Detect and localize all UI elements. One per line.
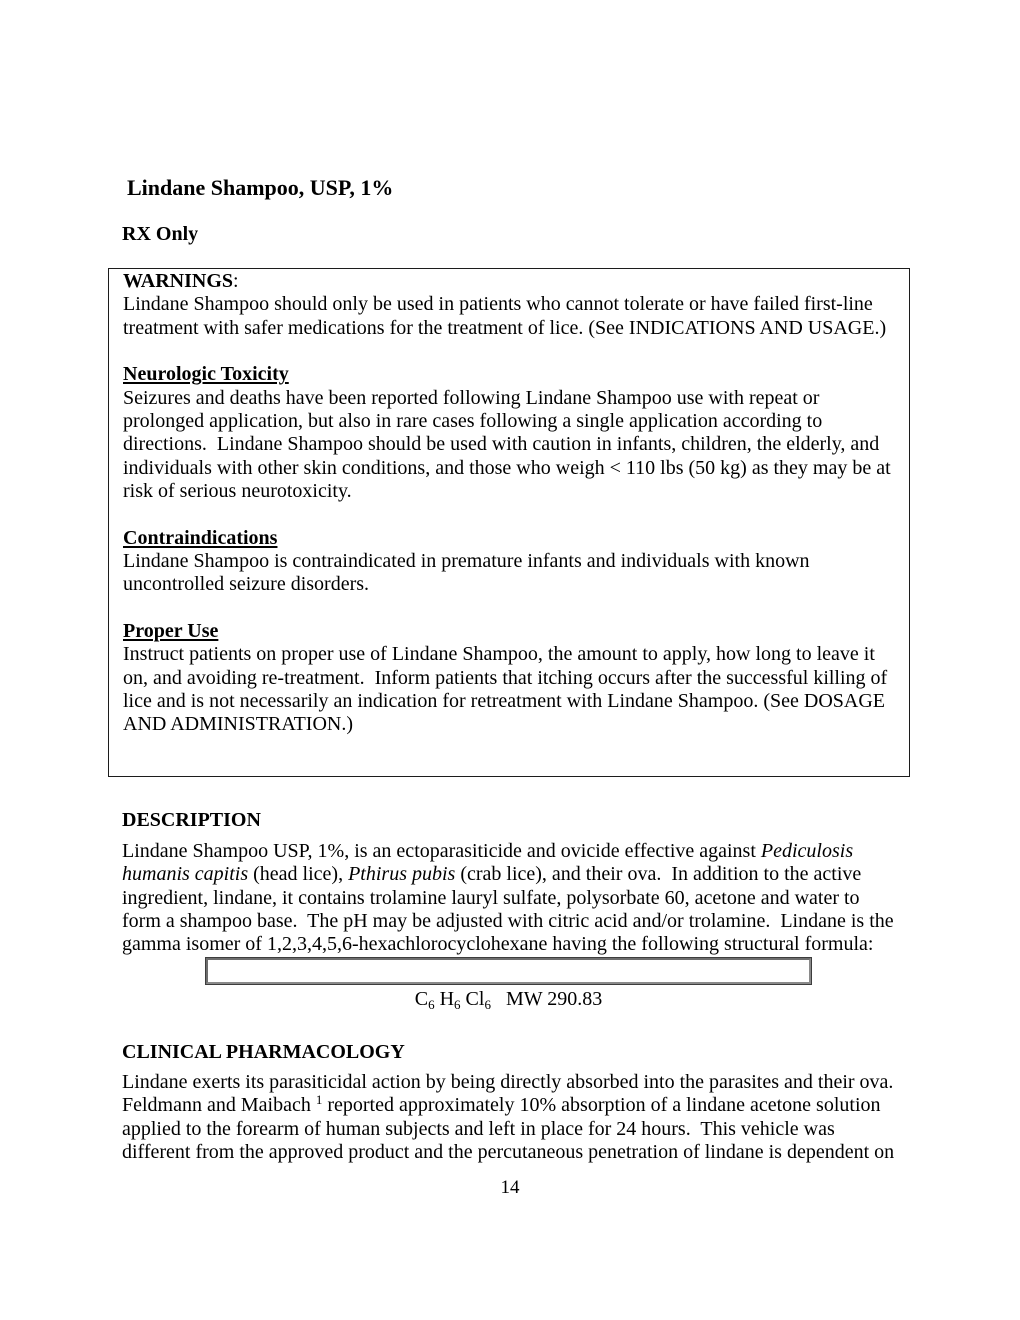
text-line: form a shampoo base. The pH may be adjusted with citric acid and/or trolamine. Lindane is the bbox=[122, 909, 894, 932]
page-number: 14 bbox=[500, 1177, 520, 1198]
text-line: Lindane Shampoo should only be used in patients who cannot tolerate or have failed first-line bbox=[123, 293, 873, 316]
contraindications-heading: Contraindications bbox=[123, 526, 278, 549]
text-line: Lindane Shampoo is contraindicated in premature infants and individuals with known bbox=[123, 549, 810, 572]
chemical-formula bbox=[206, 988, 811, 1011]
text-line: directions. Lindane Shampoo should be used with caution in infants, children, the elderly, and bbox=[123, 433, 880, 456]
text-line: Instruct patients on proper use of Lindane Shampoo, the amount to apply, how long to leave it bbox=[123, 643, 875, 666]
warnings-heading-colon: : bbox=[233, 270, 239, 292]
text-line: on, and avoiding re-treatment. Inform patients that itching occurs after the successful killing of bbox=[123, 666, 888, 689]
text-line: AND ADMINISTRATION.) bbox=[123, 713, 353, 736]
warnings-intro-paragraph bbox=[123, 293, 895, 340]
text-line: different from the approved product and the percutaneous penetration of lindane is dependent on bbox=[122, 1140, 895, 1163]
structural-formula-image-placeholder bbox=[206, 958, 811, 984]
text-line: treatment with safer medications for the treatment of lice. (See INDICATIONS AND USAGE.) bbox=[123, 316, 887, 339]
contraindications-paragraph bbox=[123, 550, 895, 597]
text-line: risk of serious neurotoxicity. bbox=[123, 479, 352, 502]
warnings-heading bbox=[123, 270, 895, 293]
text-line: Lindane Shampoo USP, 1%, is an ectoparasiticide and ovicide effective against Pediculosis bbox=[122, 840, 854, 862]
text-line: individuals with other skin conditions, and those who weigh < 110 lbs (50 kg) as they may be at bbox=[123, 456, 891, 479]
text-line: prolonged application, but also in rare cases following a single application according to bbox=[123, 409, 823, 432]
proper-use-heading: Proper Use bbox=[123, 619, 219, 642]
proper-use-paragraph bbox=[123, 643, 895, 736]
text-line: lice and is not necessarily an indication for retreatment with Lindane Shampoo. (See DOSAGE bbox=[123, 689, 886, 712]
document-title: Lindane Shampoo, USP, 1% bbox=[127, 175, 394, 200]
neurologic-toxicity-paragraph bbox=[123, 387, 895, 504]
text-line: ingredient, lindane, it contains trolamine lauryl sulfate, polysorbate 60, acetone and water to bbox=[122, 886, 860, 909]
description-heading: DESCRIPTION bbox=[122, 809, 261, 831]
text-line: $C_6$ $H_6$ $Cl_6$ MW 290.83 bbox=[414, 988, 603, 1012]
text-line: humanis capitis (head lice), Pthirus pubis (crab lice), and their ova. In addition to the active bbox=[122, 863, 862, 886]
text-line: Feldmann and Maibach $^1$ reported approximately 10% absorption of a lindane acetone solution bbox=[122, 1092, 881, 1117]
text-line: gamma isomer of 1,2,3,4,5,6-hexachlorocyclohexane having the following structural formula: bbox=[122, 933, 874, 956]
clinical-pharmacology-paragraph bbox=[122, 1071, 894, 1164]
neurologic-toxicity-heading: Neurologic Toxicity bbox=[123, 363, 289, 386]
text-line: applied to the forearm of human subjects and left in place for 24 hours. This vehicle was bbox=[122, 1117, 835, 1140]
description-paragraph bbox=[122, 840, 894, 957]
text-line: Seizures and deaths have been reported following Lindane Shampoo use with repeat or bbox=[123, 386, 820, 409]
clinical-pharmacology-heading: CLINICAL PHARMACOLOGY bbox=[122, 1041, 405, 1063]
warnings-heading-text: WARNINGS bbox=[123, 270, 234, 292]
rx-only-label: RX Only bbox=[122, 223, 199, 245]
text-line: Lindane exerts its parasiticidal action by being directly absorbed into the parasites and their ova. bbox=[122, 1071, 894, 1093]
spacer bbox=[123, 340, 895, 363]
spacer bbox=[123, 597, 895, 620]
spacer bbox=[123, 503, 895, 526]
warnings-box bbox=[108, 268, 910, 777]
text-line: uncontrolled seizure disorders. bbox=[123, 573, 370, 596]
